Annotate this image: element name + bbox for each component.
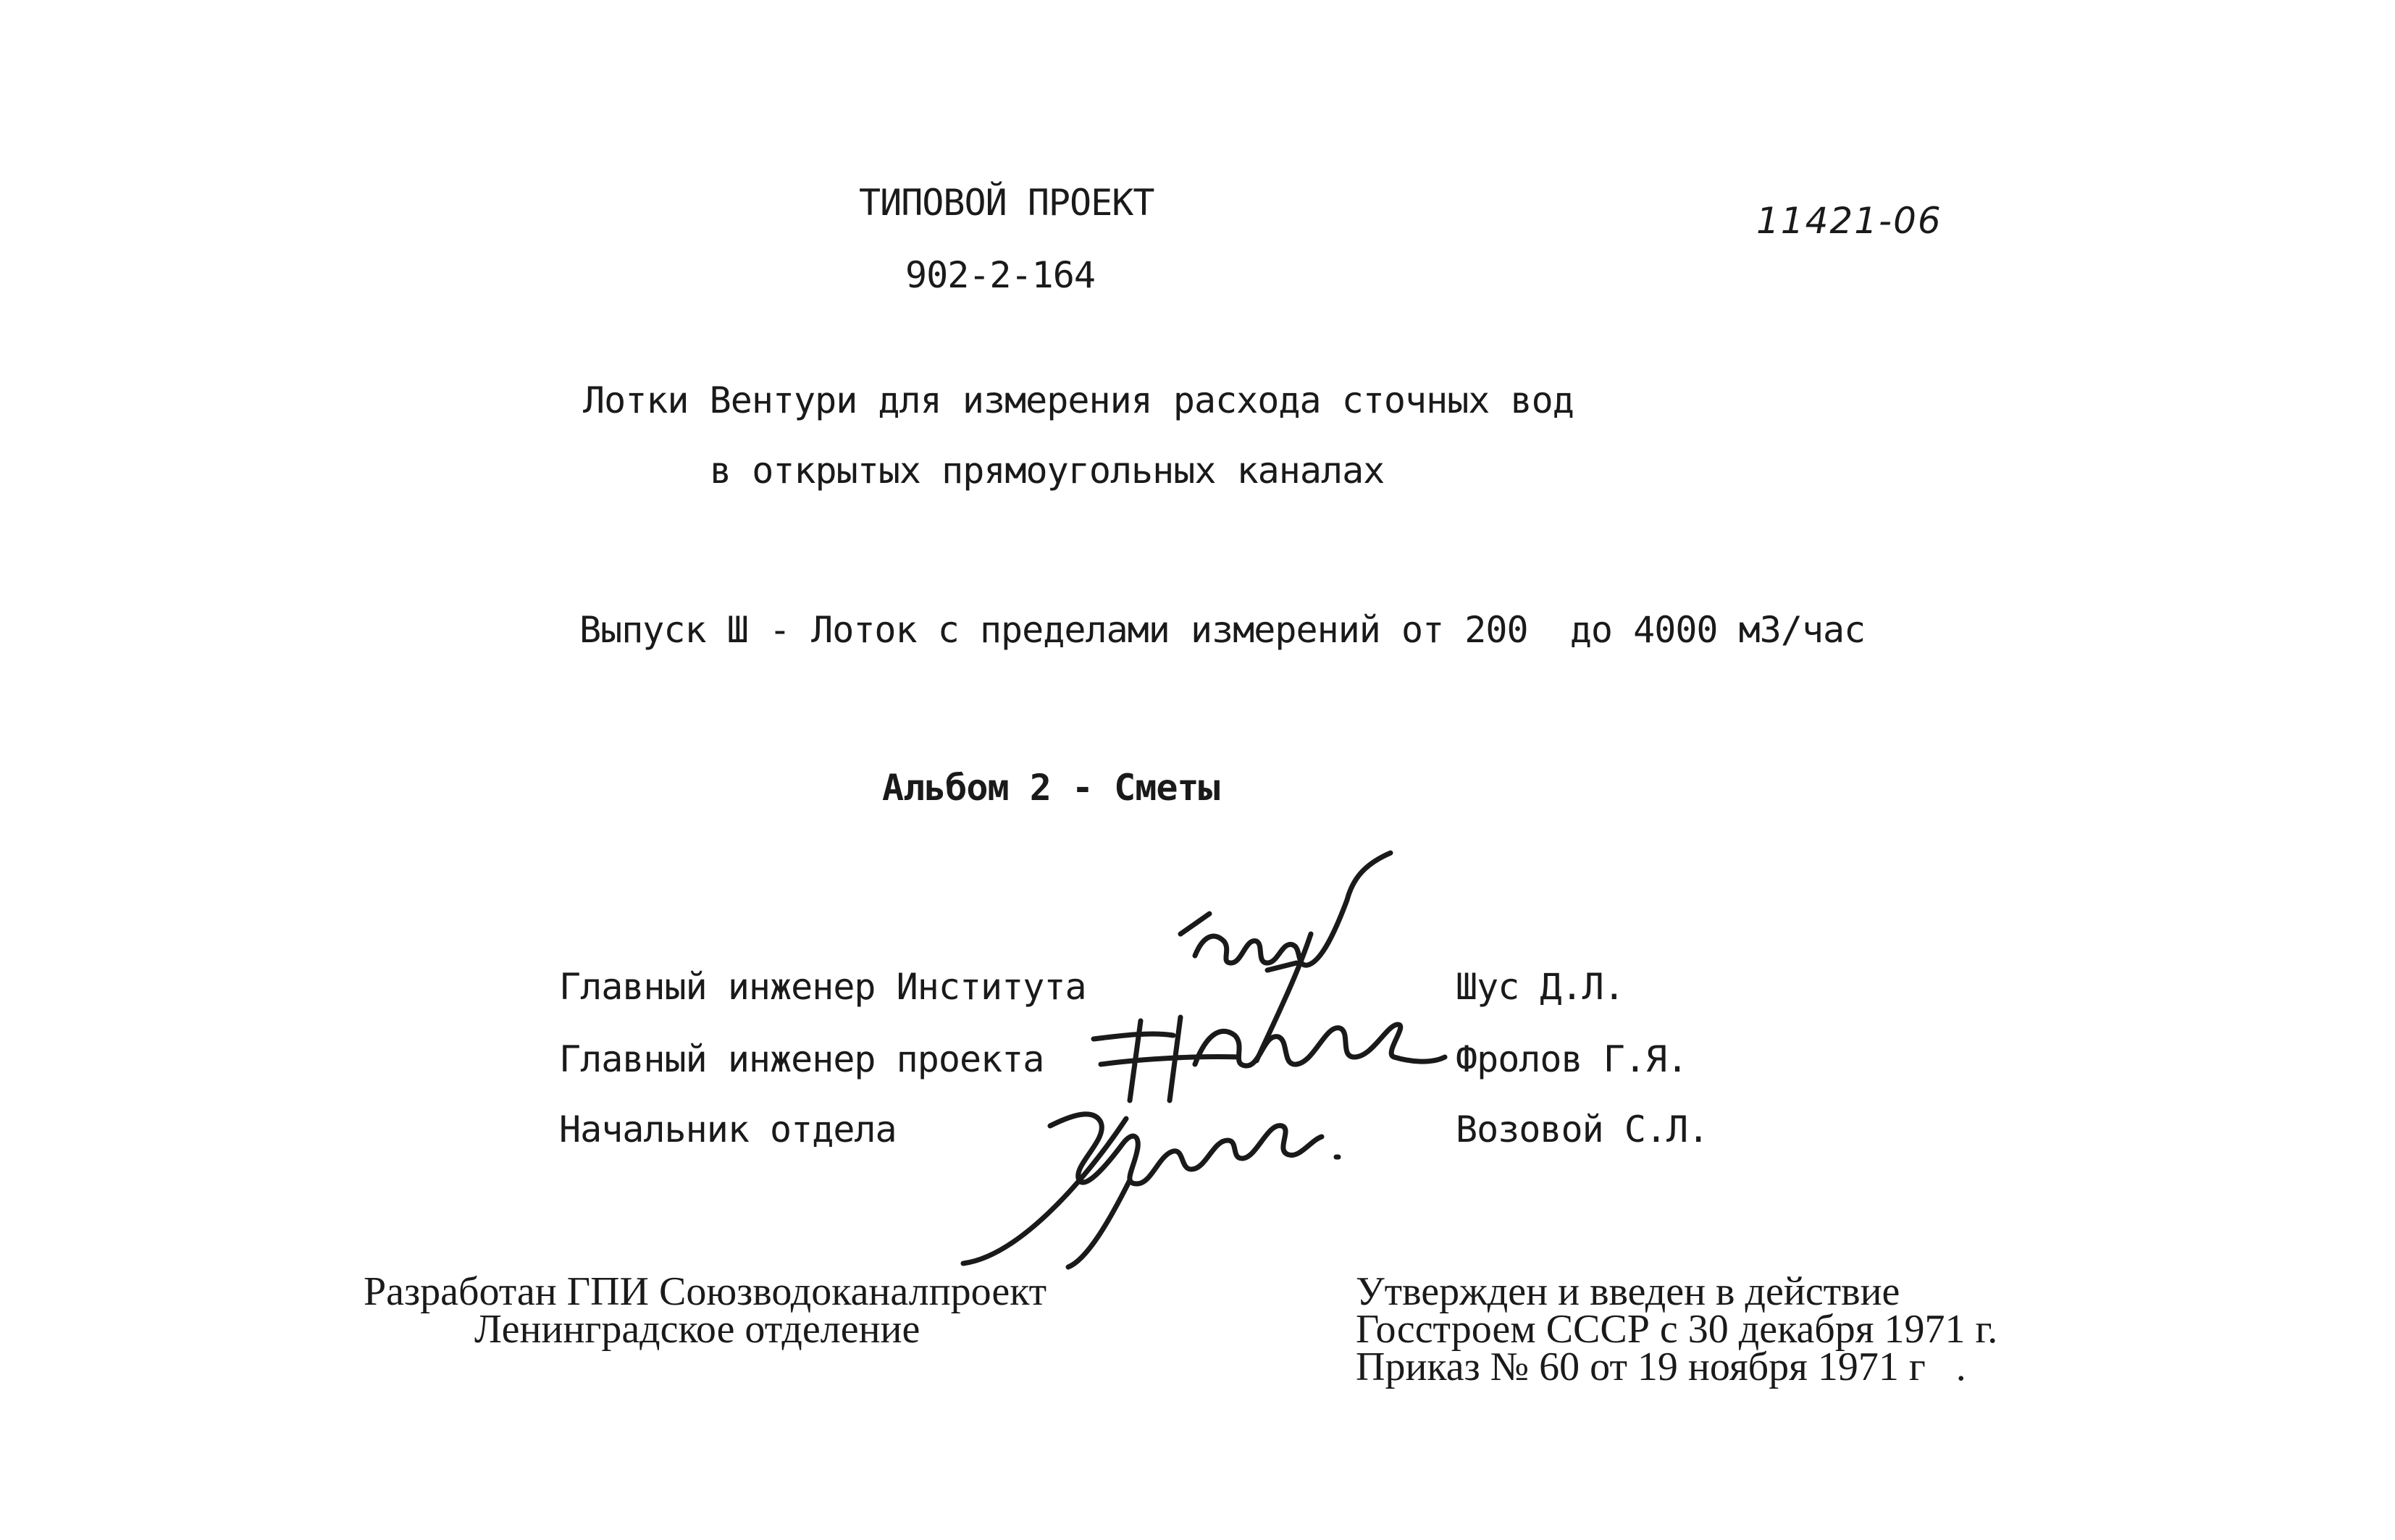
issue-line: Выпуск Ш - Лоток с пределами измерений от 200 до 4000 м3/час [579, 609, 1866, 651]
signature-3 [963, 1114, 1338, 1267]
signature-name-1: Шус Д.Л. [1456, 966, 1624, 1008]
signature-name-2: Фролов Г.Я. [1456, 1038, 1688, 1080]
document-type-title: ТИПОВОЙ ПРОЕКТ [859, 182, 1154, 224]
signature-1 [1180, 853, 1391, 1061]
developer-line-1: Разработан ГПИ Союзводоканалпроект [364, 1269, 1047, 1314]
signature-role-2: Главный инженер проекта [559, 1038, 1044, 1080]
signature-role-3: Начальник отдела [559, 1108, 897, 1150]
subject-line-2: в открытых прямоугольных каналах [710, 450, 1385, 492]
signature-role-1: Главный инженер Института [559, 966, 1086, 1008]
approval-line-3: Приказ № 60 от 19 ноября 1971 г . [1356, 1345, 1966, 1389]
approval-line-2: Госстроем СССР с 30 декабря 1971 г. [1356, 1307, 1998, 1352]
approval-line-1: Утвержден и введен в действие [1356, 1269, 1900, 1314]
signature-name-3: Возовой С.Л. [1456, 1108, 1709, 1150]
album-line: Альбом 2 - Сметы [882, 767, 1220, 809]
inventory-number: 11421-06 [1756, 200, 1942, 242]
subject-line-1: Лотки Вентури для измерения расхода сточных вод [583, 379, 1574, 421]
developer-line-2: Ленинградское отделение [474, 1307, 920, 1352]
project-number: 902-2-164 [905, 254, 1095, 296]
